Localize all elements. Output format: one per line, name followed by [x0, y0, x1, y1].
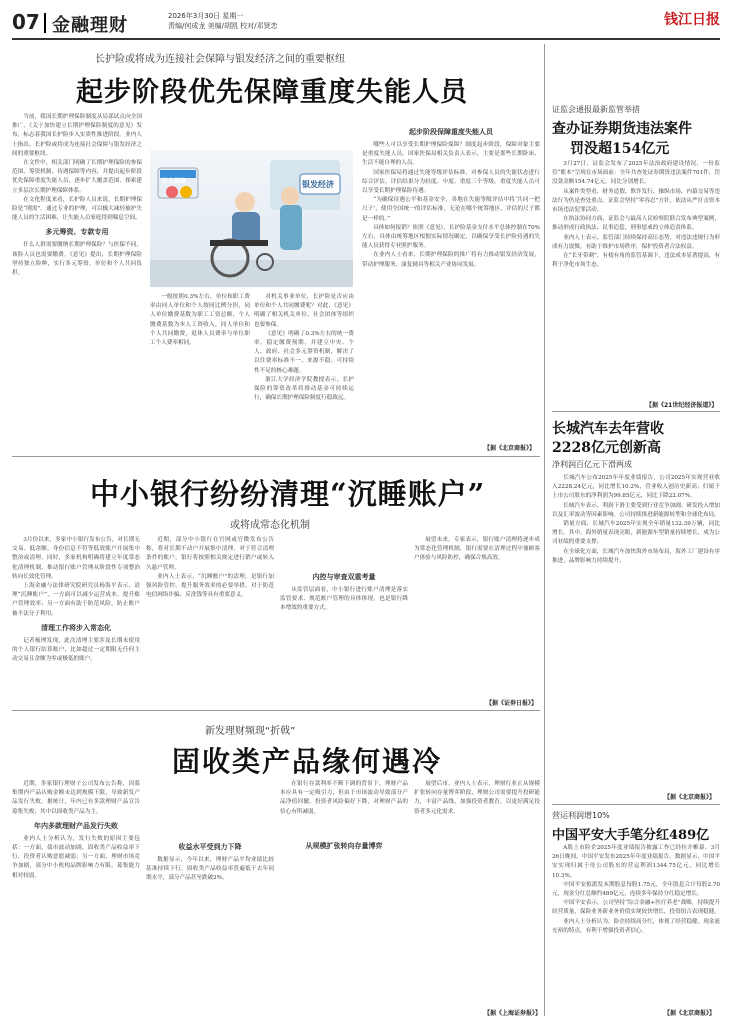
- paragraph: 国家医保局将通过失能等级评估标准，对参保人员的失能状态进行综合评估。评估结果分为轻度、中度、重度三个等级，重度失能人员可以享受长期护理保险待遇。: [362, 169, 540, 195]
- right3-source: 【据《北京商报》】: [664, 1010, 716, 1017]
- article2-col3: [280, 536, 408, 704]
- paragraph: 业内人士分析认为，险企持续高分红，体现了经营稳健、现金流充裕的特点，有利于增强投资者信心。: [552, 918, 720, 934]
- article3-subhead2: 收益水平受到力下降: [178, 843, 242, 851]
- paragraph: 具体如何报销？依照《意见》，长护险基金支付水平总体控制在70%左右，具体由统筹地区根据实际情况确定，以确保享受长护险待遇的失能人员获得专业照护服务。: [362, 224, 540, 250]
- paragraph: 近期，多家银行理财子公司发布公告称，因募集期内产品认购金额未达到规模下限，导致新发产品发行失败。据统计，年内已有多款理财产品宣告募集失败，其中以固收类产品为主。: [12, 781, 140, 815]
- article2-title: 中小银行纷纷清理“沉睡账户”: [90, 477, 486, 511]
- paragraph: 长城汽车公布2025年年度业绩报告，公司2025年实现营业收入2228.24亿元，同比增长10.2%，营业收入创历史新高；归属于上市公司股东的净利润为99.85亿元，同比下降22.07%。: [552, 475, 720, 500]
- article3-col1: [12, 780, 140, 1016]
- article1-title: 起步阶段优先保障重度失能人员: [76, 77, 468, 108]
- article2-source: 【据《证券日报》】: [486, 700, 538, 707]
- image-caption-text: 银发经济: [302, 180, 334, 189]
- paragraph: 从案件类型看，财务造假、欺诈发行、操纵市场、内幕交易等违法行为仍是查处重点。证监会坚持“零容忍”方针，依法从严打击资本市场违法犯罪活动。: [552, 188, 720, 214]
- right3-title: 中国平安大手笔分红489亿: [552, 828, 710, 843]
- paragraph: 销量方面，长城汽车2025年实现全年销量132.39万辆，同比增长。其中，海外销量表现亮眼，新能源车型销量持续增长，成为公司业绩的重要支撑。: [552, 521, 720, 546]
- paragraph: 近期，部分中小银行在官网或官微发布公告称，将对长期不动户开展集中清理。对于符合清理条件的账户，银行将按照相关规定进行销户或转入久悬户管理。: [146, 537, 274, 571]
- article1-col1: [12, 113, 142, 450]
- masthead-divider: [44, 13, 46, 33]
- article3-subhead3: 从规模扩张转向存量博弈: [305, 841, 383, 850]
- article1-subhead2: 起步阶段保障重度失能人员: [409, 128, 493, 136]
- article1-subtitle: 长护险或将成为连接社会保障与银发经济之间的重要枢纽: [95, 54, 345, 65]
- paragraph: 在业内人士看来，长期护理保险的推广将有力推动银发经济发展，带动护理服务、康复辅具等相关产业协同发展。: [362, 252, 540, 268]
- right1-body: [552, 160, 720, 396]
- paragraph: 中国平安表示，公司坚持“综合金融+医疗养老”战略，持续提升经营质量，保险业务新业务价值实现较快增长，投资组合表现稳健。: [552, 900, 720, 916]
- article1-illustration: [150, 150, 353, 287]
- right2-subtitle: 净利润百亿元下滑两成: [552, 460, 632, 469]
- paragraph: 展望后市，业内人士表示，理财行业正从规模扩张转向存量博弈阶段，理财公司需要提升投研能力，丰富产品线，加强投资者教育，以更好满足投资者多元化需求。: [414, 781, 540, 815]
- image-sign-text: 社会保障: [162, 178, 187, 185]
- right1-kicker: 证监会通报最新监管举措: [552, 105, 640, 114]
- paragraph: 业内人士表示，“沉睡账户”的清理，是银行加强风险管控、提升服务效率的必要举措，对于防范电信网络诈骗、反洗钱等具有重要意义。: [146, 573, 274, 599]
- article2-subhead2: 内控与审查双重考量: [312, 573, 376, 581]
- article1-col3: [254, 293, 354, 450]
- section-rule: [552, 411, 720, 412]
- right3-kicker: 营运利润增10%: [552, 811, 610, 820]
- paragraph: 在银行存款利率不断下调的背景下，理财产品本应具有一定吸引力，但由于市场波动导致部分产品净值回撤，投资者风险偏好下降，对理财产品的信心有所减弱。: [280, 781, 408, 815]
- paragraph: “为确保待遇公平和基金安全，各地在失能等级评估中将‘共同一把尺子’，使用全国统一的评估标准，无论在哪个统筹地区，评估的尺子都是一样的。”: [362, 197, 540, 222]
- paragraph: 中国平安拟派发末期股息每股1.75元，全年股息合计每股2.70元，现金分红总额约489亿元，连续多年保持分红稳定增长。: [552, 881, 720, 898]
- paragraph: 在文件中，相关部门明确了长期护理保险的参保范围、筹资机制、待遇保障等内容，并提出起步阶段优先保障重度失能人员，逐步扩大覆盖范围，探索建立多层次长期护理保障体系。: [12, 160, 142, 194]
- section-rule: [12, 456, 540, 457]
- page-number: 07: [12, 10, 40, 34]
- paragraph: 一般按照0.3%左右，单位和职工费率由同人单位和个人按同比例分担，同人单位缴费基数为职工工资总额，个人缴费基数为本人工资收入。同人单位和个人共同缴费，退休人员费率与单位职工个人费率相同。: [150, 294, 250, 347]
- page-masthead: [12, 8, 720, 40]
- paragraph: 业内人士表示，监管部门持续保持高压态势，对违法违规行为形成有力震慑，有助于维护市场秩序，保护投资者合法权益。: [552, 234, 720, 250]
- paragraph: 上海金融与法律研究院研究员杨海平表示，清理“沉睡账户”，一方面可以减少运营成本，提升账户管理效率；另一方面有助于防范风险，防止账户被不法分子利用。: [12, 583, 140, 617]
- column-divider: [544, 44, 545, 1016]
- article3-source: 【据《上海证券报》】: [484, 1010, 542, 1017]
- paragraph: 长城汽车表示，利润下滑主要受到行业竞争加剧、研发投入增加以及汇率波动等因素影响。公司持续推进新能源转型和全球化布局。: [552, 502, 720, 518]
- paragraph: 从监管层面看，中小银行进行账户清理是落实监管要求、规范账户管理的具体体现，也是银行降本增效的重要方式。: [280, 587, 408, 612]
- paragraph: 对机关事业单位，长护险是否应由单位和个人共同缴费呢？对此，《意见》明确了相关机关单位、社会团体等组织也要参保。: [254, 294, 354, 328]
- editor-line: 责编/何成龙 美编/胡凯 校对/邓贤恋: [168, 22, 278, 30]
- section-rule: [12, 710, 540, 711]
- paragraph: A股上市险企2025年度业绩报告披露工作已经拉开帷幕。3月26日晚间，中国平安发布2025年年度业绩报告。数据显示，中国平安实现归属于母公司股东的营运利润1344.75亿元，同比增长10.3%。: [552, 845, 720, 879]
- article3-subhead1: 年内多款理财产品发行失败: [34, 821, 118, 830]
- right1-source: 【据《21世纪经济报道》】: [646, 402, 718, 409]
- elderly-care-illustration: [150, 150, 353, 287]
- right1-title-line1: 查办证券期货违法案件: [552, 121, 692, 137]
- paragraph: 3月份以来，多家中小银行发布公告，对长期无交易、低余额、身份信息不符等低效账户开展集中整治或清理。同时，多家机构明确将建立年度常态化清理机制，推动银行账户管理从阶段性专项整治转向长效化管理。: [12, 537, 140, 580]
- article1-subhead: 多元筹资、专款专用: [45, 228, 109, 237]
- right2-body: [552, 474, 720, 788]
- masthead-meta: [168, 11, 278, 31]
- date-line: 2026年3月30日 星期一: [168, 12, 244, 20]
- article3-col2: [146, 780, 274, 1016]
- article1-col2: [150, 293, 250, 450]
- paragraph: 记者梳理发现，此次清理主要涉及长期未使用的个人银行结算账户，比如超过一定期限无任何主动交易且余额为零或极低的账户。: [12, 637, 140, 663]
- right2-title-line2: 2228亿元创新高: [552, 440, 661, 456]
- paragraph: 展望未来，专家表示，银行账户清理将逐步成为常态化管理机制，银行需要在清理过程中兼顾客户体验与风险防控，确保合规高效。: [414, 537, 540, 562]
- paragraph: 在“长牙带刺”、有棱有角的监管基调下，违法成本显著提高，有利于净化市场生态。: [552, 253, 720, 269]
- article2-col1: [12, 536, 140, 704]
- paragraph: 在执法协同方面，证监会与最高人民检察院联合发布典型案例，推动形成行政执法、民事追偿、刑事惩戒的立体追责体系。: [552, 216, 720, 232]
- paragraph: 3月27日，证监会发布了2025年法治政府建设情况，一份监管“账本”呈现在市场面前：全年共查处证券期货违法案件701件，罚没款金额154.74亿元，同比分别增长。: [552, 161, 720, 186]
- article1-col4: [362, 113, 540, 443]
- section-title: 金融理财: [52, 15, 128, 36]
- article1-source: 【据《北京商报》】: [484, 445, 536, 452]
- article2-subhead1: 清理工作将步入常态化: [41, 623, 111, 632]
- paragraph: 当前，我国长期护理保险制度从局部试点向全国推广。《关于加快建立长期护理保险制度的意见》发布，标志着我国长护险步入实质性推进阶段。业内人士指出，长护险或将成为连接社会保障与银发经济之间的重要枢纽。: [12, 114, 142, 157]
- article3-col3: [280, 780, 408, 1016]
- paragraph: 什么人群需要缴纳长期护理保险？与医保不同，该险人员也需要缴费。《意见》提出，长期护理保险坚持独立险种，实行多元筹资，单位和个人共同负担。: [12, 242, 142, 277]
- paragraph: 《意见》明确了0.3%左右的统一费率，稳定缴费预期，并建立中央、个人、政府、社会多元筹资机制，解决了以往费率标准不一、来源不稳、可持续性不足的核心难题。: [254, 330, 354, 374]
- paragraph: 业内人士分析认为，发行失败的原因主要包括：一方面，债市波动加剧，固收类产品收益率下行，投资者认购意愿减弱；另一方面，理财市场竞争加剧，部分中小机构品牌影响力有限，募集能力相对较弱。: [12, 835, 140, 879]
- article3-title: 固收类产品缘何遇冷: [172, 745, 443, 778]
- paragraph: 在全球化方面，长城汽车加快海外市场布局，海外工厂建设有序推进，品牌影响力持续提升。: [552, 548, 720, 564]
- paragraph: 数据显示，今年以来，理财产品平均业绩比较基准持续下行，固收类产品收益率普遍低于去年同期水平，部分产品甚至跌破2%。: [146, 857, 274, 882]
- section-rule: [552, 804, 720, 805]
- paragraph: 浙江大学经济学院教授表示，长护保险的筹资改革将推动基金可持续运行，确保长期护理保险制度行稳致远。: [254, 376, 354, 402]
- right2-title-line1: 长城汽车去年营收: [552, 421, 664, 437]
- article3-col4: [414, 780, 540, 1006]
- article3-subtitle: 新发理财频现“折戟”: [205, 726, 296, 737]
- paragraph: 在文化程度来看，长护险人员来说，长期护理保险是“刚需”。通过专业的护理，可以极大减轻被护失能人员的生活困难，让失能人员家庭得到喘息空间。: [12, 196, 142, 222]
- article2-col4: [414, 536, 540, 696]
- right1-title-line2: 罚没超154亿元: [570, 141, 670, 157]
- paragraph: 哪些人可以享受长期护理保险保障？制度起步阶段，保障对象主要是重度失能人员。国家医保局相关负责人表示，主要是那些长期卧床、生活不能自理的人员。: [362, 142, 540, 167]
- right2-source: 【据《北京商报》】: [664, 794, 716, 801]
- article2-col2: [146, 536, 274, 704]
- right3-body: [552, 844, 720, 1004]
- article2-subtitle: 或将成常态化机制: [230, 520, 310, 531]
- newspaper-logo: 钱江日报: [664, 12, 720, 28]
